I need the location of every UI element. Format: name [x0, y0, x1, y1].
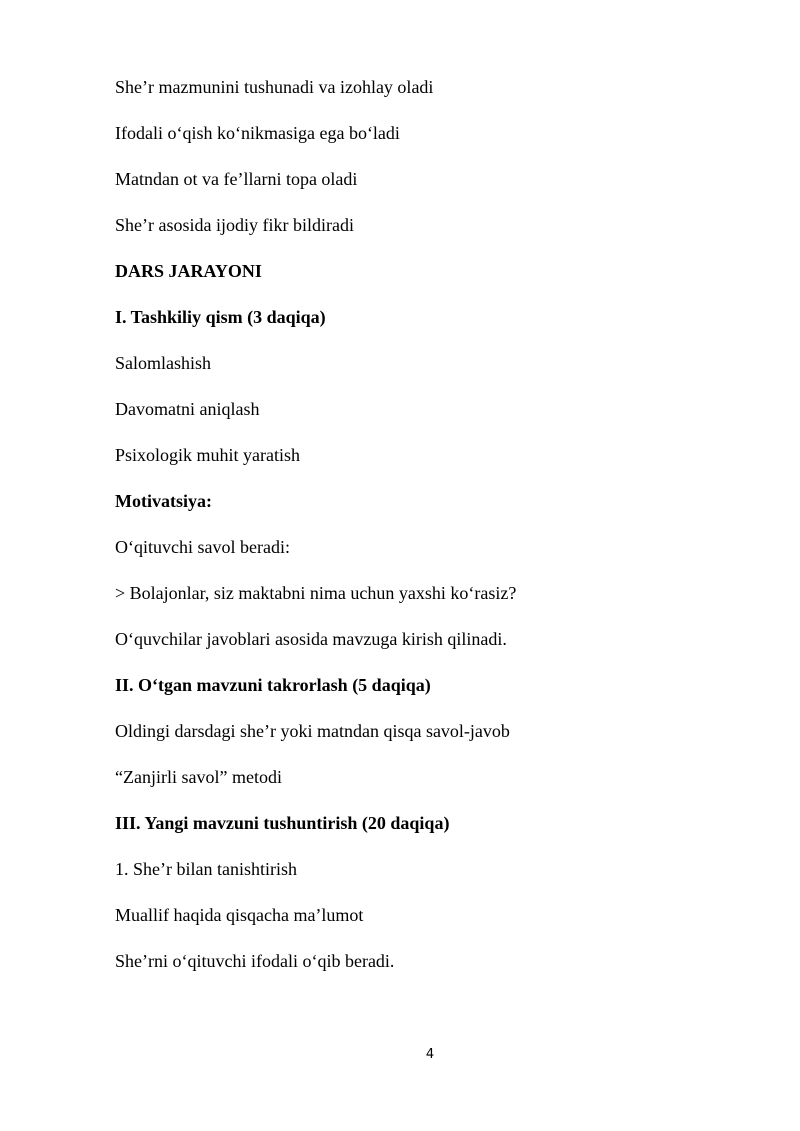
section-heading: DARS JARAYONI — [115, 261, 262, 281]
objective-line: Matndan ot va fe’llarni topa oladi — [115, 169, 358, 189]
body-line: “Zanjirli savol” metodi — [115, 767, 282, 787]
body-line: O‘quvchilar javoblari asosida mavzuga kirish qilinadi. — [115, 629, 507, 649]
section-heading: III. Yangi mavzuni tushuntirish (20 daqiqa) — [115, 813, 450, 833]
body-line: Muallif haqida qisqacha ma’lumot — [115, 905, 364, 925]
body-line: Salomlashish — [115, 353, 212, 373]
quote-line: > Bolajonlar, siz maktabni nima uchun yaxshi ko‘rasiz? — [115, 583, 517, 603]
body-line: Davomatni aniqlash — [115, 399, 260, 419]
section-heading: II. O‘tgan mavzuni takrorlash (5 daqiqa) — [115, 675, 431, 695]
section-heading: Motivatsiya: — [115, 491, 212, 511]
objective-line: She’r mazmunini tushunadi va izohlay oladi — [115, 77, 434, 97]
body-line: She’rni o‘qituvchi ifodali o‘qib beradi. — [115, 951, 395, 971]
section-heading: I. Tashkiliy qism (3 daqiqa) — [115, 307, 326, 327]
body-line: Psixologik muhit yaratish — [115, 445, 301, 465]
objective-line: She’r asosida ijodiy fikr bildiradi — [115, 215, 354, 235]
body-line: 1. She’r bilan tanishtirish — [115, 859, 297, 879]
body-line: Oldingi darsdagi she’r yoki matndan qisqa savol-javob — [115, 721, 510, 741]
objective-line: Ifodali o‘qish ko‘nikmasiga ega bo‘ladi — [115, 123, 400, 143]
body-line: O‘qituvchi savol beradi: — [115, 537, 290, 557]
page-number: 4 — [425, 1047, 435, 1062]
